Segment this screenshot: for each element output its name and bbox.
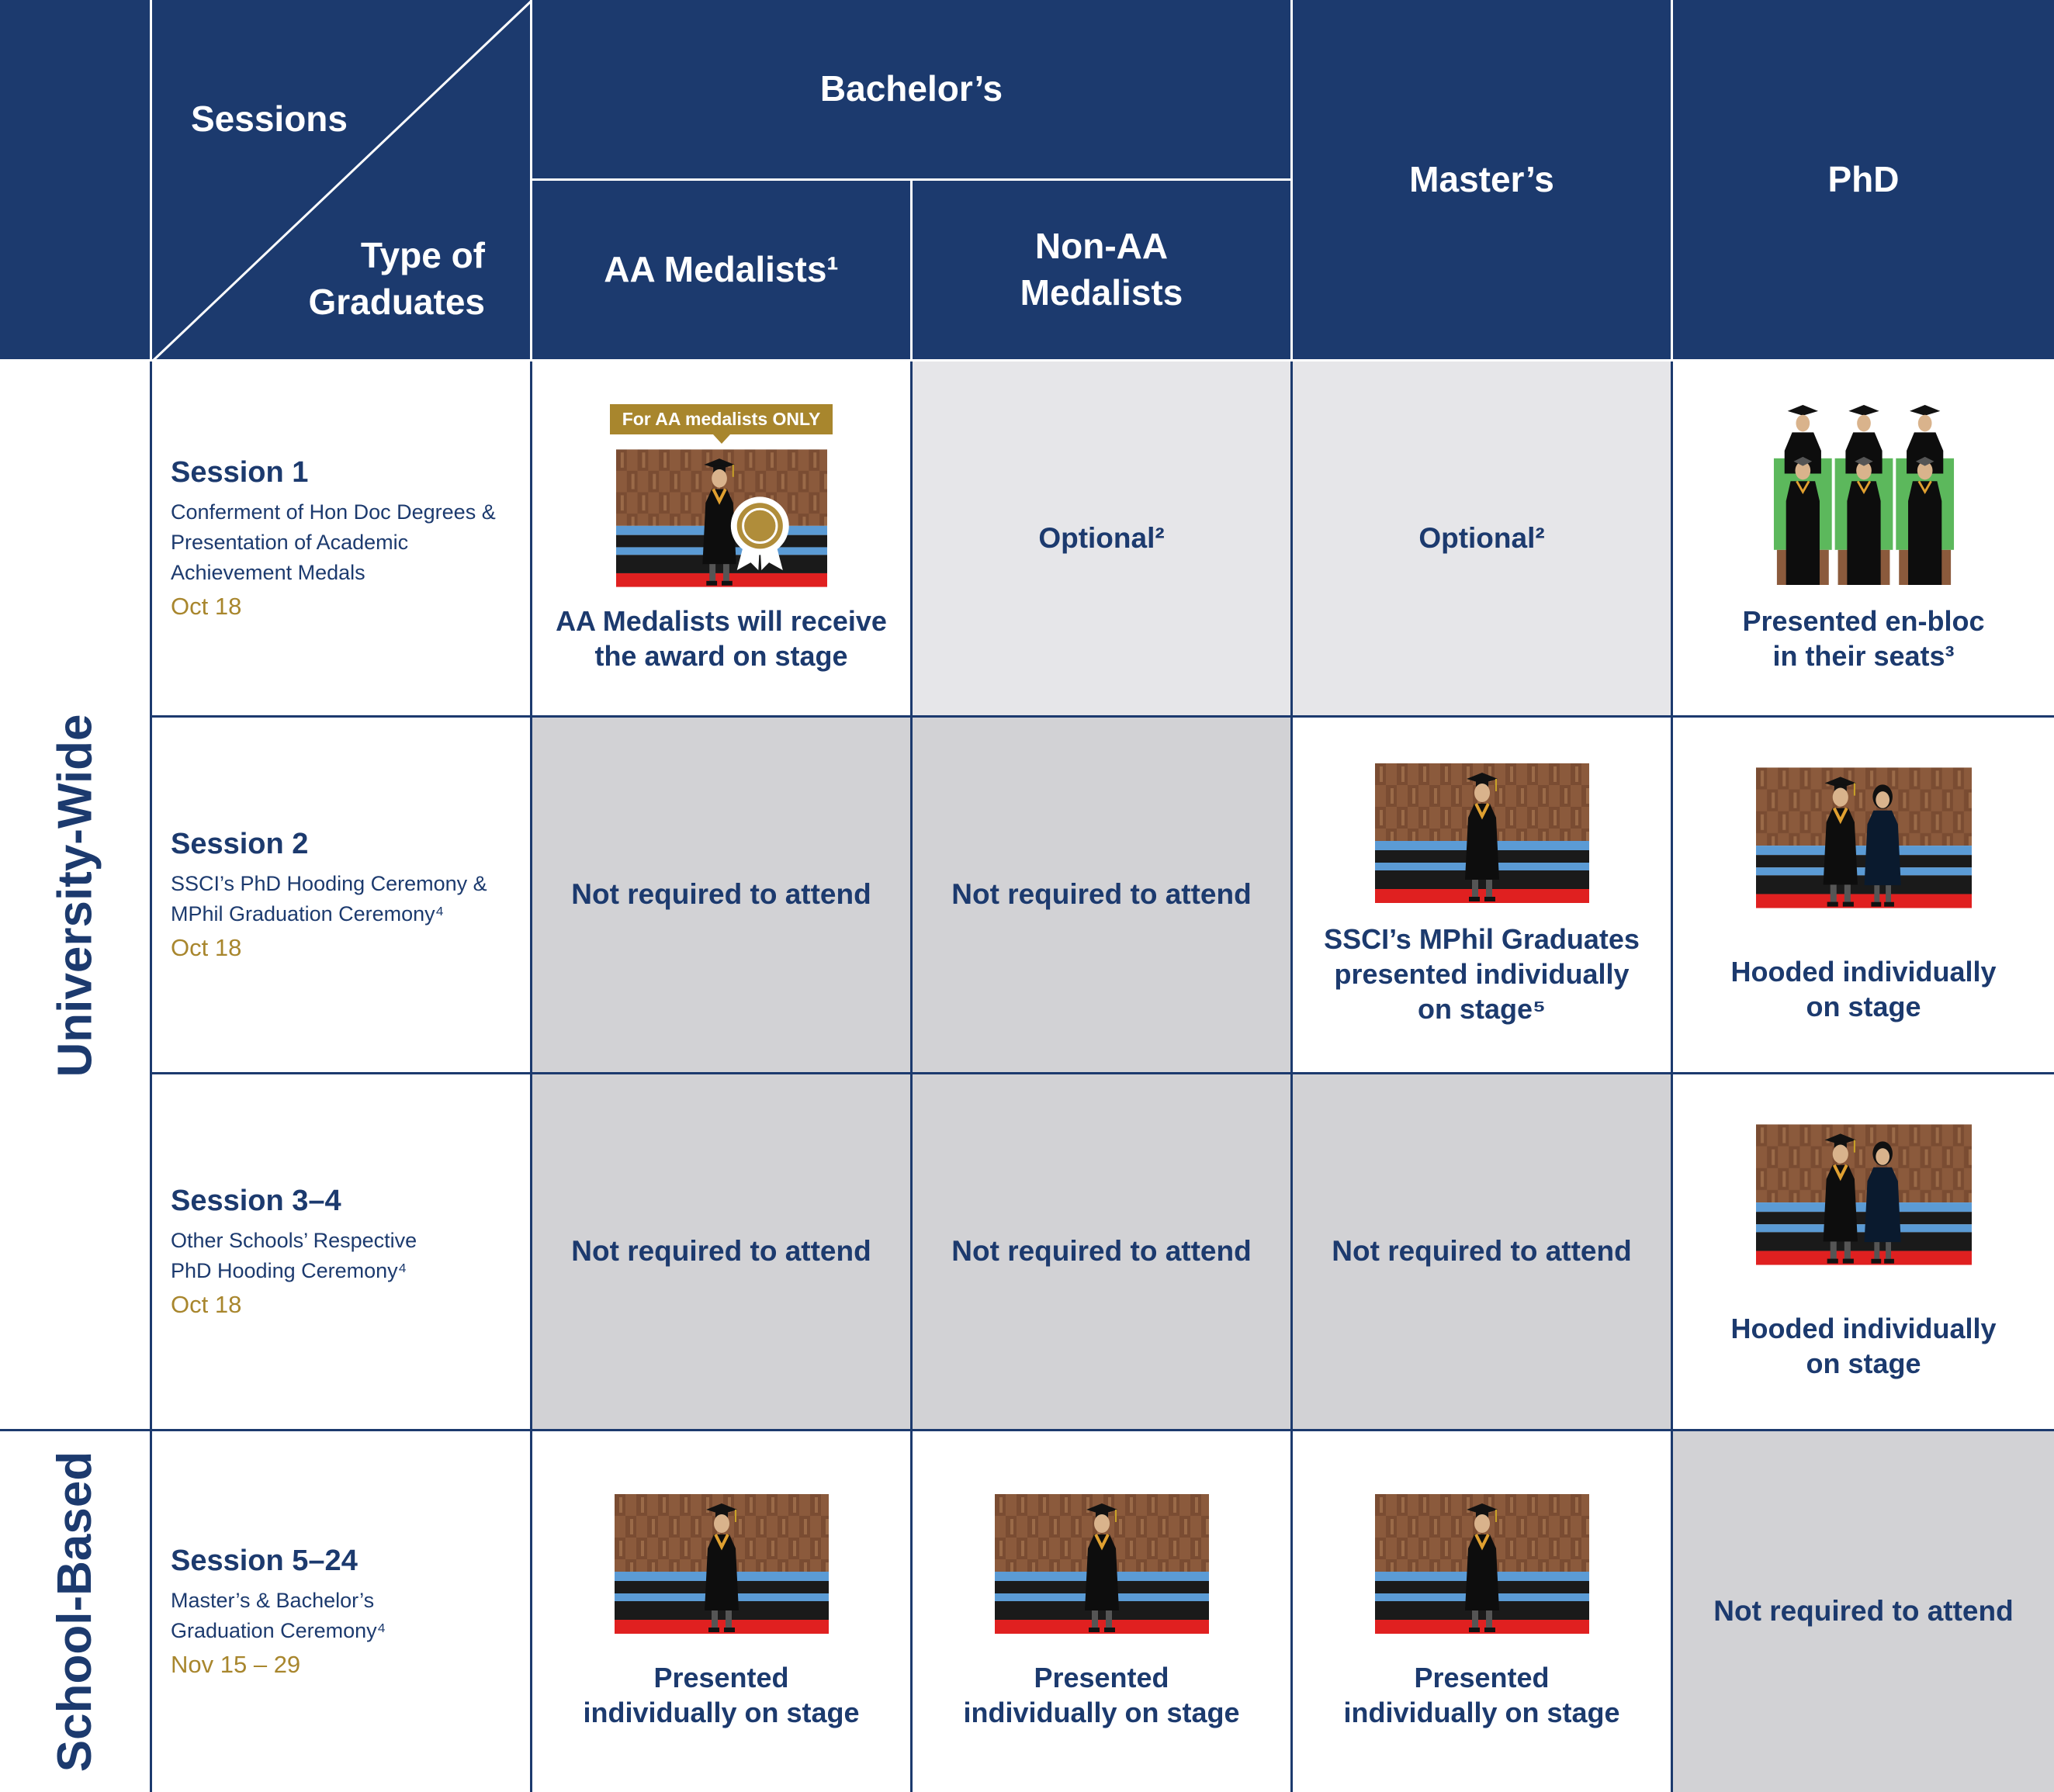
bachelors-label: Bachelor’s — [819, 68, 1003, 109]
header-non-aa-medalists — [913, 181, 1293, 362]
s3-nonaa-label: Not required to attend — [951, 1235, 1252, 1268]
s2-nonaa-label: Not required to attend — [951, 878, 1252, 911]
type-of-graduates-label: Type of Graduates — [308, 235, 485, 322]
session-title: Session 3–4 — [171, 1184, 341, 1217]
session-date: Oct 18 — [171, 934, 242, 962]
s2-nonaa-cell — [913, 718, 1293, 1074]
header-corner-blank — [0, 0, 152, 362]
s4-aa-cell — [532, 1431, 913, 1792]
header-phd — [1673, 0, 2054, 362]
s1-phd-caption: Presented en-bloc in their seats³ — [1742, 605, 1985, 672]
session-description: Other Schools’ Respective PhD Hooding Ceremony⁴ — [171, 1228, 417, 1282]
graduate-on-stage-icon — [1375, 1494, 1589, 1634]
university-wide-label: University-Wide — [48, 714, 102, 1077]
header-sessions-type-cell — [152, 0, 532, 362]
s3-aa-label: Not required to attend — [571, 1235, 871, 1268]
s1-aa-caption: AA Medalists will receive the award on stage — [556, 604, 887, 672]
non-aa-medalists-label: Non-AA Medalists — [1020, 226, 1183, 313]
group-school-based — [0, 1431, 152, 1792]
session-5-24-cell — [152, 1431, 532, 1792]
s2-aa-cell — [532, 718, 913, 1074]
session-1-cell — [152, 362, 532, 718]
s1-phd-cell — [1673, 362, 2054, 718]
s4-aa-caption: Presented individually on stage — [583, 1661, 860, 1728]
header-masters — [1293, 0, 1673, 362]
s3-masters-cell — [1293, 1074, 1673, 1431]
session-3-4-cell — [152, 1074, 532, 1431]
s2-masters-caption: SSCI’s MPhil Graduates presented individually on stage⁵ — [1324, 923, 1640, 1025]
school-based-label: School-Based — [48, 1451, 102, 1773]
medal-ceremony-icon — [616, 448, 827, 588]
s4-phd-label: Not required to attend — [1713, 1595, 2014, 1628]
s1-masters-label: Optional² — [1418, 521, 1545, 554]
session-2-cell — [152, 718, 532, 1074]
graduate-on-stage-icon — [1375, 763, 1589, 903]
s3-masters-label: Not required to attend — [1332, 1235, 1632, 1268]
aa-only-badge: For AA medalists ONLY — [610, 404, 833, 434]
session-title: Session 5–24 — [171, 1544, 358, 1577]
session-description: SSCI’s PhD Hooding Ceremony & MPhil Graduation Ceremony⁴ — [171, 871, 487, 925]
graduate-on-stage-icon — [995, 1494, 1209, 1634]
session-title: Session 1 — [171, 455, 309, 489]
s1-aa-cell — [532, 362, 913, 718]
header-aa-medalists — [532, 181, 913, 362]
sessions-label: Sessions — [191, 99, 348, 139]
phd-label: PhD — [1827, 158, 1900, 199]
s2-masters-cell — [1293, 718, 1673, 1074]
s4-phd-cell — [1673, 1431, 2054, 1792]
hooding-on-stage-icon — [1756, 766, 1972, 909]
group-university-wide — [0, 362, 152, 1431]
s2-aa-label: Not required to attend — [571, 878, 871, 911]
session-description: Conferment of Hon Doc Degrees & Presentation of Academic Achievement Medals — [171, 500, 496, 585]
masters-label: Master’s — [1409, 158, 1554, 199]
session-date: Oct 18 — [171, 593, 242, 621]
aa-medalists-label: AA Medalists¹ — [604, 249, 839, 290]
session-description: Master’s & Bachelor’s Graduation Ceremony⁴ — [171, 1588, 386, 1642]
session-date: Nov 15 – 29 — [171, 1651, 301, 1679]
s4-nonaa-caption: Presented individually on stage — [963, 1661, 1240, 1728]
s3-phd-caption: Hooded individually on stage — [1730, 1312, 1997, 1379]
s3-phd-cell — [1673, 1074, 2054, 1431]
s1-masters-cell — [1293, 362, 1673, 718]
s2-phd-caption: Hooded individually on stage — [1730, 955, 1997, 1022]
seated-graduates-icon — [1772, 403, 1955, 586]
s3-aa-cell — [532, 1074, 913, 1431]
s4-nonaa-cell — [913, 1431, 1293, 1792]
graduate-on-stage-icon — [615, 1494, 829, 1634]
s4-masters-caption: Presented individually on stage — [1343, 1661, 1620, 1728]
header-bachelors — [532, 0, 1293, 181]
hooding-on-stage-icon — [1756, 1123, 1972, 1266]
s1-nonaa-label: Optional² — [1038, 521, 1165, 554]
s2-phd-cell — [1673, 718, 2054, 1074]
session-title: Session 2 — [171, 827, 309, 860]
s4-masters-cell — [1293, 1431, 1673, 1792]
s1-nonaa-cell — [913, 362, 1293, 718]
session-date: Oct 18 — [171, 1291, 242, 1319]
s3-nonaa-cell — [913, 1074, 1293, 1431]
